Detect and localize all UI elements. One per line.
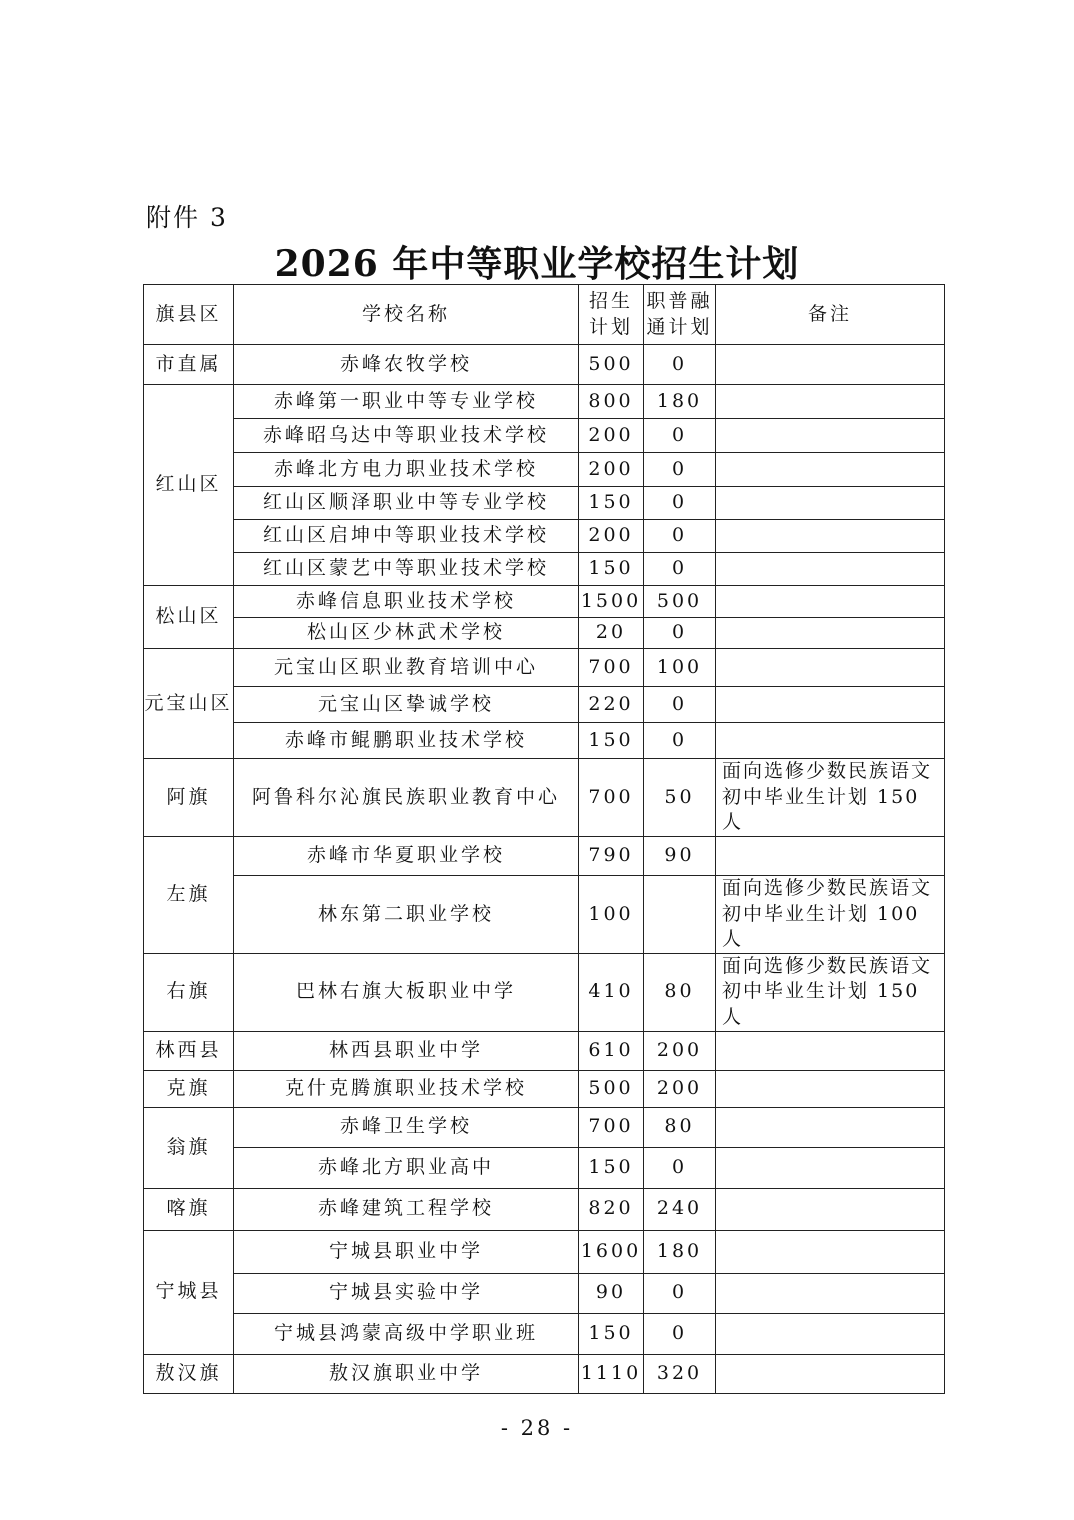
integration-cell: 0 [644,553,716,586]
table-row [144,1313,945,1354]
school-cell: 敖汉旗职业中学 [234,1354,579,1393]
school-cell: 赤峰市鲲鹏职业技术学校 [234,723,579,759]
header-district: 旗县区 [144,285,234,345]
note-cell [716,836,945,875]
district-cell: 喀旗 [144,1188,234,1230]
school-cell: 赤峰建筑工程学校 [234,1188,579,1230]
integration-cell: 90 [644,836,716,875]
plan-cell: 820 [579,1188,644,1230]
plan-cell: 100 [579,875,644,953]
integration-cell: 0 [644,520,716,553]
table-row [144,1230,945,1273]
integration-cell: 0 [644,419,716,453]
school-cell: 红山区顺泽职业中等专业学校 [234,487,579,520]
district-cell: 克旗 [144,1070,234,1107]
integration-cell: 180 [644,1230,716,1273]
note-cell [716,1273,945,1313]
school-cell: 克什克腾旗职业技术学校 [234,1070,579,1107]
plan-cell: 1110 [579,1354,644,1393]
district-cell: 阿旗 [144,759,234,837]
school-cell: 赤峰农牧学校 [234,345,579,385]
plan-cell: 1500 [579,586,644,618]
plan-cell: 220 [579,687,644,723]
integration-cell [644,875,716,953]
plan-cell: 700 [579,1107,644,1147]
school-cell: 宁城县鸿蒙高级中学职业班 [234,1313,579,1354]
district-cell: 翁旗 [144,1107,234,1188]
enrollment-plan-table [143,284,945,1394]
plan-cell: 150 [579,723,644,759]
header-plan-line1: 招生 [588,289,633,312]
integration-cell: 0 [644,345,716,385]
plan-cell: 1600 [579,1230,644,1273]
district-cell: 宁城县 [144,1230,234,1354]
note-cell [716,487,945,520]
table-row [144,345,945,385]
table-row [144,1070,945,1107]
header-note: 备注 [716,285,945,345]
table-row [144,649,945,687]
school-cell: 宁城县职业中学 [234,1230,579,1273]
page-number: - 28 - [500,1416,574,1440]
note-cell [716,1070,945,1107]
header-integration [644,285,716,345]
integration-cell: 0 [644,1313,716,1354]
table-row [144,1273,945,1313]
plan-cell: 90 [579,1273,644,1313]
plan-cell: 150 [579,1147,644,1188]
header-plan-line2: 计划 [588,315,633,338]
note-cell [716,1107,945,1147]
note-cell: 面向选修少数民族语文初中毕业生计划 150 人 [716,953,945,1031]
integration-cell: 0 [644,1147,716,1188]
integration-cell: 500 [644,586,716,618]
table-row [144,1147,945,1188]
integration-cell: 0 [644,487,716,520]
integration-cell: 240 [644,1188,716,1230]
note-cell [716,586,945,618]
plan-cell: 150 [579,1313,644,1354]
district-cell: 松山区 [144,586,234,649]
table-row [144,385,945,419]
school-cell: 赤峰市华夏职业学校 [234,836,579,875]
plan-cell: 410 [579,953,644,1031]
table-row [144,586,945,618]
integration-cell: 0 [644,687,716,723]
attachment-label: 附件 3 [146,203,228,232]
note-cell [716,1354,945,1393]
header-integration-line1: 职普融 [646,289,713,312]
district-cell: 元宝山区 [144,649,234,759]
plan-cell: 800 [579,385,644,419]
table-row [144,553,945,586]
integration-cell: 80 [644,953,716,1031]
header-plan [579,285,644,345]
school-cell: 赤峰北方电力职业技术学校 [234,453,579,487]
district-cell: 敖汉旗 [144,1354,234,1393]
integration-cell: 200 [644,1070,716,1107]
note-cell [716,1147,945,1188]
district-cell: 右旗 [144,953,234,1031]
integration-cell: 200 [644,1031,716,1070]
school-cell: 赤峰卫生学校 [234,1107,579,1147]
integration-cell: 180 [644,385,716,419]
plan-cell: 700 [579,759,644,837]
school-cell: 巴林右旗大板职业中学 [234,953,579,1031]
integration-cell: 0 [644,453,716,487]
note-cell [716,649,945,687]
table-row [144,419,945,453]
plan-cell: 150 [579,553,644,586]
school-cell: 元宝山区挚诚学校 [234,687,579,723]
table-row [144,618,945,649]
district-cell: 林西县 [144,1031,234,1070]
note-cell [716,1230,945,1273]
integration-cell: 0 [644,723,716,759]
plan-cell: 20 [579,618,644,649]
table-header-row [144,285,945,345]
plan-cell: 500 [579,1070,644,1107]
note-cell [716,520,945,553]
table-row [144,687,945,723]
table-row [144,759,945,837]
table-row [144,836,945,875]
note-cell [716,553,945,586]
district-cell: 红山区 [144,385,234,586]
school-cell: 阿鲁科尔沁旗民族职业教育中心 [234,759,579,837]
plan-cell: 700 [579,649,644,687]
school-cell: 赤峰北方职业高中 [234,1147,579,1188]
integration-cell: 320 [644,1354,716,1393]
note-cell [716,1188,945,1230]
table-row [144,1107,945,1147]
note-cell [716,453,945,487]
note-cell: 面向选修少数民族语文初中毕业生计划 150 人 [716,759,945,837]
table-row [144,1188,945,1230]
school-cell: 松山区少林武术学校 [234,618,579,649]
note-cell [716,723,945,759]
plan-cell: 790 [579,836,644,875]
plan-cell: 200 [579,520,644,553]
table-row [144,1031,945,1070]
note-cell: 面向选修少数民族语文初中毕业生计划 100 人 [716,875,945,953]
school-cell: 赤峰昭乌达中等职业技术学校 [234,419,579,453]
integration-cell: 50 [644,759,716,837]
plan-cell: 610 [579,1031,644,1070]
note-cell [716,687,945,723]
school-cell: 赤峰信息职业技术学校 [234,586,579,618]
integration-cell: 0 [644,1273,716,1313]
plan-cell: 150 [579,487,644,520]
note-cell [716,345,945,385]
school-cell: 赤峰第一职业中等专业学校 [234,385,579,419]
integration-cell: 80 [644,1107,716,1147]
note-cell [716,618,945,649]
table-row [144,875,945,953]
note-cell [716,1031,945,1070]
district-cell: 市直属 [144,345,234,385]
school-cell: 元宝山区职业教育培训中心 [234,649,579,687]
header-school: 学校名称 [234,285,579,345]
plan-cell: 200 [579,453,644,487]
district-cell: 左旗 [144,836,234,953]
table-row [144,520,945,553]
school-cell: 宁城县实验中学 [234,1273,579,1313]
school-cell: 林东第二职业学校 [234,875,579,953]
plan-cell: 200 [579,419,644,453]
integration-cell: 0 [644,618,716,649]
table-row [144,487,945,520]
table-row [144,723,945,759]
table-row [144,953,945,1031]
table-row [144,1354,945,1393]
school-cell: 红山区蒙艺中等职业技术学校 [234,553,579,586]
note-cell [716,419,945,453]
table-row [144,453,945,487]
plan-cell: 500 [579,345,644,385]
note-cell [716,385,945,419]
integration-cell: 100 [644,649,716,687]
header-integration-line2: 通计划 [646,315,713,338]
school-cell: 红山区启坤中等职业技术学校 [234,520,579,553]
school-cell: 林西县职业中学 [234,1031,579,1070]
note-cell [716,1313,945,1354]
document-title: 2026 年中等职业学校招生计划 [274,243,800,285]
